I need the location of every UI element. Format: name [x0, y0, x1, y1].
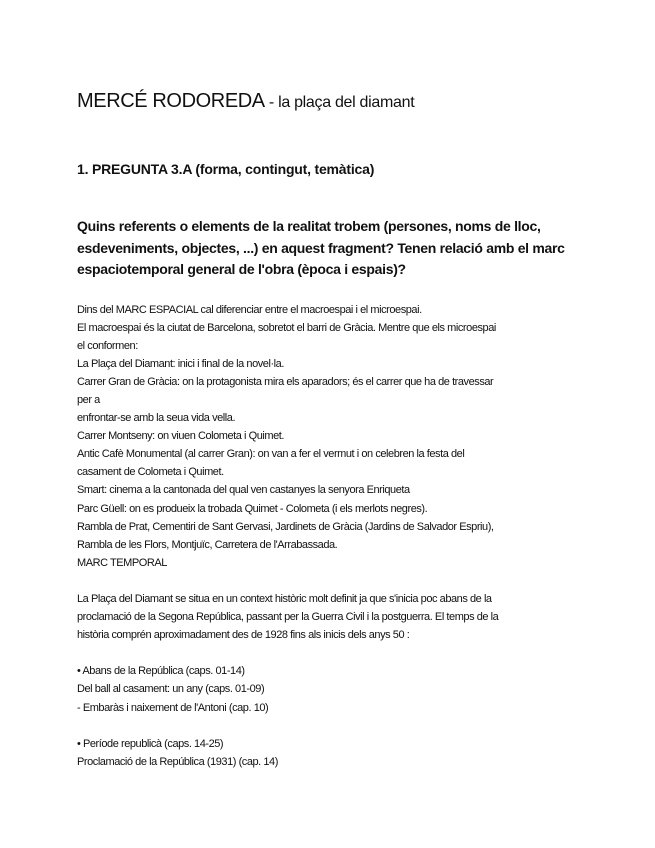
text-line: Carrer Gran de Gràcia: on la protagonista mira els aparadors; és el carrer que ha de travessar	[77, 375, 494, 388]
blank-line	[77, 644, 577, 662]
text-line: Rambla de les Flors, Montjuïc, Carretera de l'Arrabassada.	[77, 538, 338, 551]
document-title	[77, 78, 577, 115]
text-line: La Plaça del Diamant se situa en un context històric molt definit ja que s'inicia poc abans de la	[77, 593, 492, 605]
blank-line	[77, 572, 577, 590]
text-line: • Període republicà (caps. 14-25)	[77, 737, 224, 750]
question-text: Quins referents o elements de la realitat trobem (persones, noms de lloc, esdeveniments, objectes, ...) en aquest fragment? Tenen relació amb el marc espaciotemporal general de l'obra (època i espais)?	[77, 218, 565, 277]
text-line: Smart: cinema a la cantonada del qual ven castanyes la senyora Enriqueta	[77, 484, 410, 497]
title-work: - la plaça del diamant	[264, 94, 415, 111]
text-line: proclamació de la Segona República, passant per la Guerra Civil i la postguerra. El temps de la	[77, 611, 499, 624]
text-line: Dins del MARC ESPACIAL cal diferenciar entre el macroespai i el microespai.	[77, 303, 422, 316]
title-author: MERCÉ RODOREDA	[77, 90, 265, 112]
text-line: Parc Güell: on es produeix la trobada Quimet - Colometa (i els merlots negres).	[77, 502, 428, 515]
text-line: el conformen:	[77, 339, 138, 352]
text-line: Carrer Montseny: on viuen Colometa i Quimet.	[77, 430, 285, 443]
document-content	[77, 78, 577, 771]
text-line: enfrontar-se amb la seua vida vella.	[77, 412, 236, 425]
text-line: Proclamació de la República (1931) (cap. 14)	[77, 755, 278, 768]
text-line: casament de Colometa i Quimet.	[77, 466, 224, 479]
text-line: Del ball al casament: un any (caps. 01-09)	[77, 683, 265, 696]
blank-line	[77, 717, 577, 735]
question-heading: 1. PREGUNTA 3.A (forma, contingut, temàtica)	[77, 161, 375, 177]
text-line: Antic Cafè Monumental (al carrer Gran): on van a fer el vermut i on celebren la festa del	[77, 448, 465, 461]
text-line: El macroespai és la ciutat de Barcelona, sobretot el barri de Gràcia. Mentre que els microespai	[77, 321, 496, 334]
text-line: Rambla de Prat, Cementiri de Sant Gervasi, Jardinets de Gràcia (Jardins de Salvador Espriu),	[77, 520, 494, 533]
answer-body	[77, 301, 577, 771]
text-line: • Abans de la República (caps. 01-14)	[77, 665, 245, 678]
text-line: història comprén aproximadament des de 1928 fins als inicis dels anys 50 :	[77, 629, 410, 642]
text-line: La Plaça del Diamant: inici i final de la novel·la.	[77, 357, 284, 370]
text-line: MARC TEMPORAL	[77, 556, 167, 569]
text-line: per a	[77, 393, 100, 406]
text-line: - Embaràs i naixement de l'Antoni (cap. 10)	[77, 701, 269, 714]
